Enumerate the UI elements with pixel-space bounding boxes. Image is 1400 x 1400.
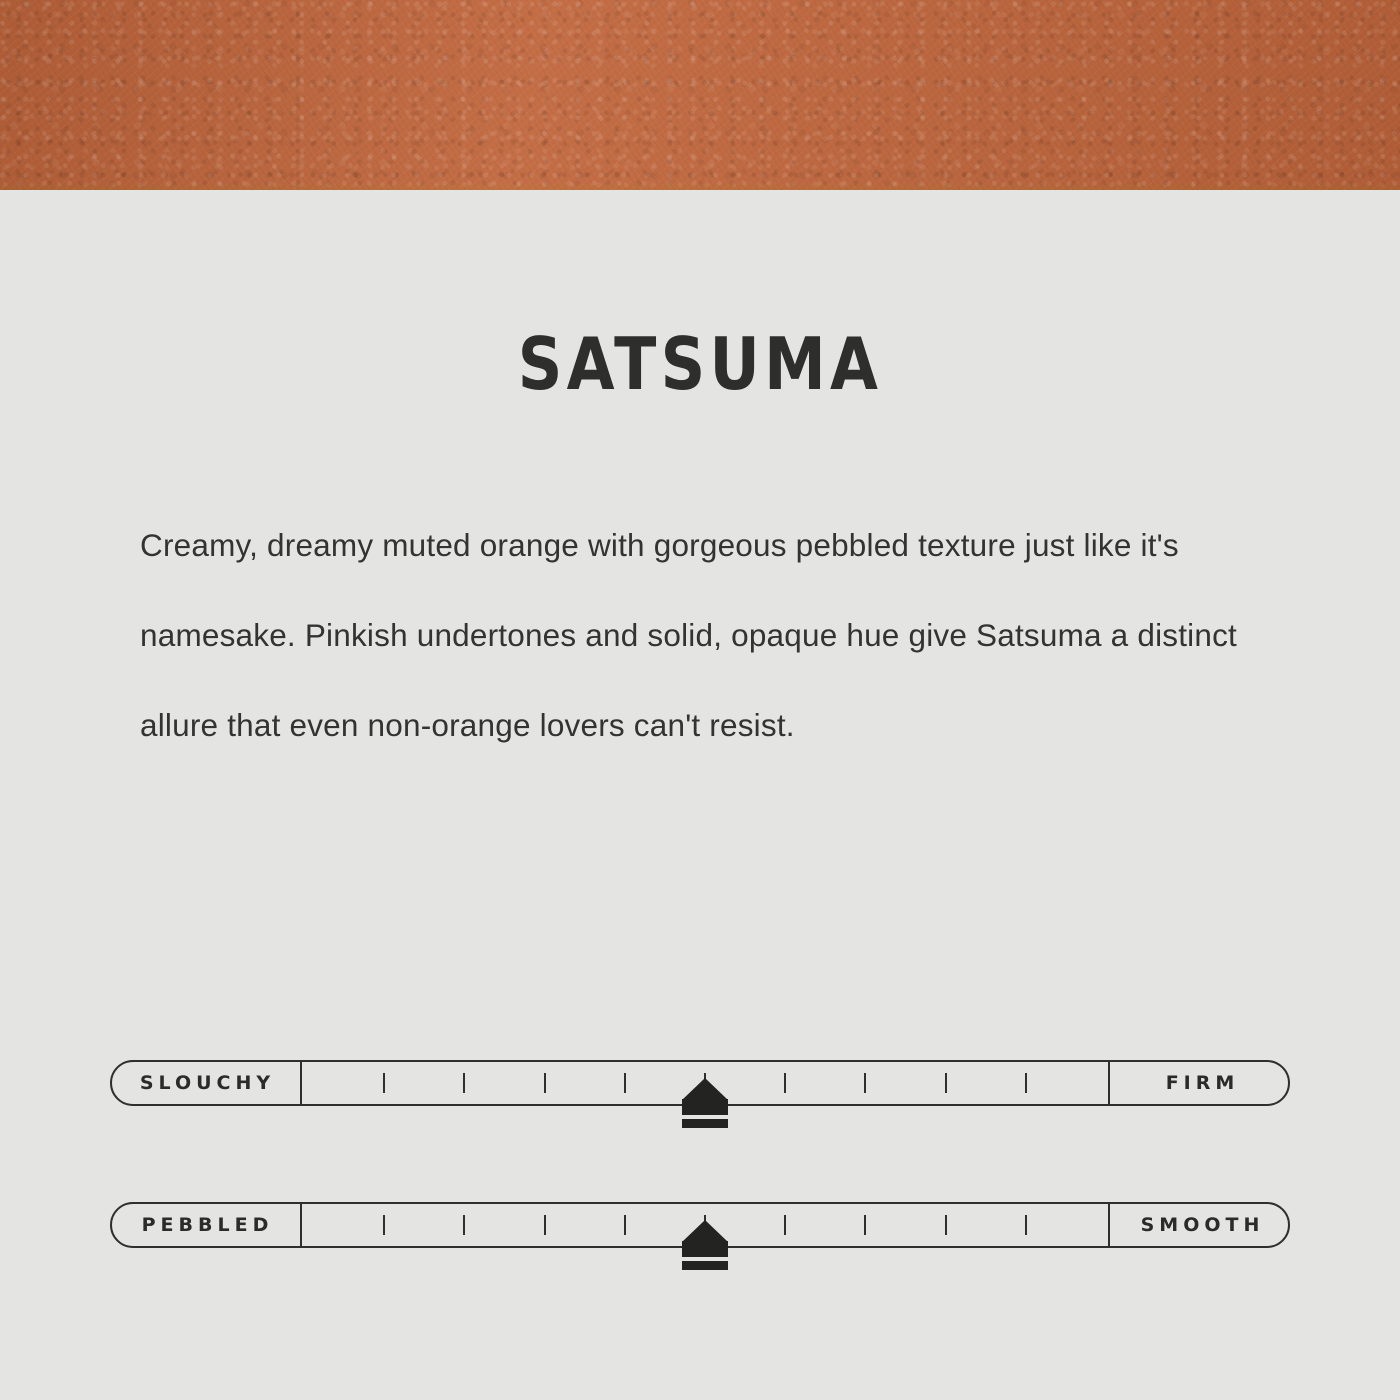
slider-right-label: FIRM bbox=[1108, 1060, 1290, 1106]
slider-thumb[interactable] bbox=[682, 1220, 728, 1276]
slider-tick bbox=[945, 1073, 947, 1093]
thumb-head-icon bbox=[682, 1078, 728, 1100]
slider-thumb[interactable] bbox=[682, 1078, 728, 1134]
slider-tick bbox=[1025, 1215, 1027, 1235]
slider-firmness[interactable] bbox=[110, 1060, 1290, 1106]
slider-texture[interactable] bbox=[110, 1202, 1290, 1248]
slider-tick bbox=[383, 1073, 385, 1093]
slider-tick bbox=[463, 1215, 465, 1235]
thumb-body bbox=[682, 1099, 728, 1115]
slider-tick bbox=[383, 1215, 385, 1235]
page-title: SATSUMA bbox=[517, 322, 883, 406]
slider-tick bbox=[864, 1215, 866, 1235]
thumb-foot bbox=[682, 1119, 728, 1128]
slider-left-label: SLOUCHY bbox=[110, 1060, 302, 1106]
slider-tick bbox=[544, 1215, 546, 1235]
slider-right-label: SMOOTH bbox=[1108, 1202, 1290, 1248]
description-text: Creamy, dreamy muted orange with gorgeous pebbled texture just like it's namesake. Pinkish undertones and solid, opaque hue give Satsuma a distinct allure that even non-orange lovers can't resist. bbox=[140, 527, 1237, 743]
slider-tick bbox=[624, 1073, 626, 1093]
thumb-foot bbox=[682, 1261, 728, 1270]
thumb-head-icon bbox=[682, 1220, 728, 1242]
slider-tick bbox=[784, 1215, 786, 1235]
slider-tick bbox=[784, 1073, 786, 1093]
slider-tick bbox=[544, 1073, 546, 1093]
slider-tick bbox=[864, 1073, 866, 1093]
thumb-body bbox=[682, 1241, 728, 1257]
leather-swatch-band bbox=[0, 0, 1400, 190]
slider-tick bbox=[945, 1215, 947, 1235]
slider-left-label: PEBBLED bbox=[110, 1202, 302, 1248]
slider-tick bbox=[463, 1073, 465, 1093]
slider-tick bbox=[624, 1215, 626, 1235]
slider-tick bbox=[1025, 1073, 1027, 1093]
